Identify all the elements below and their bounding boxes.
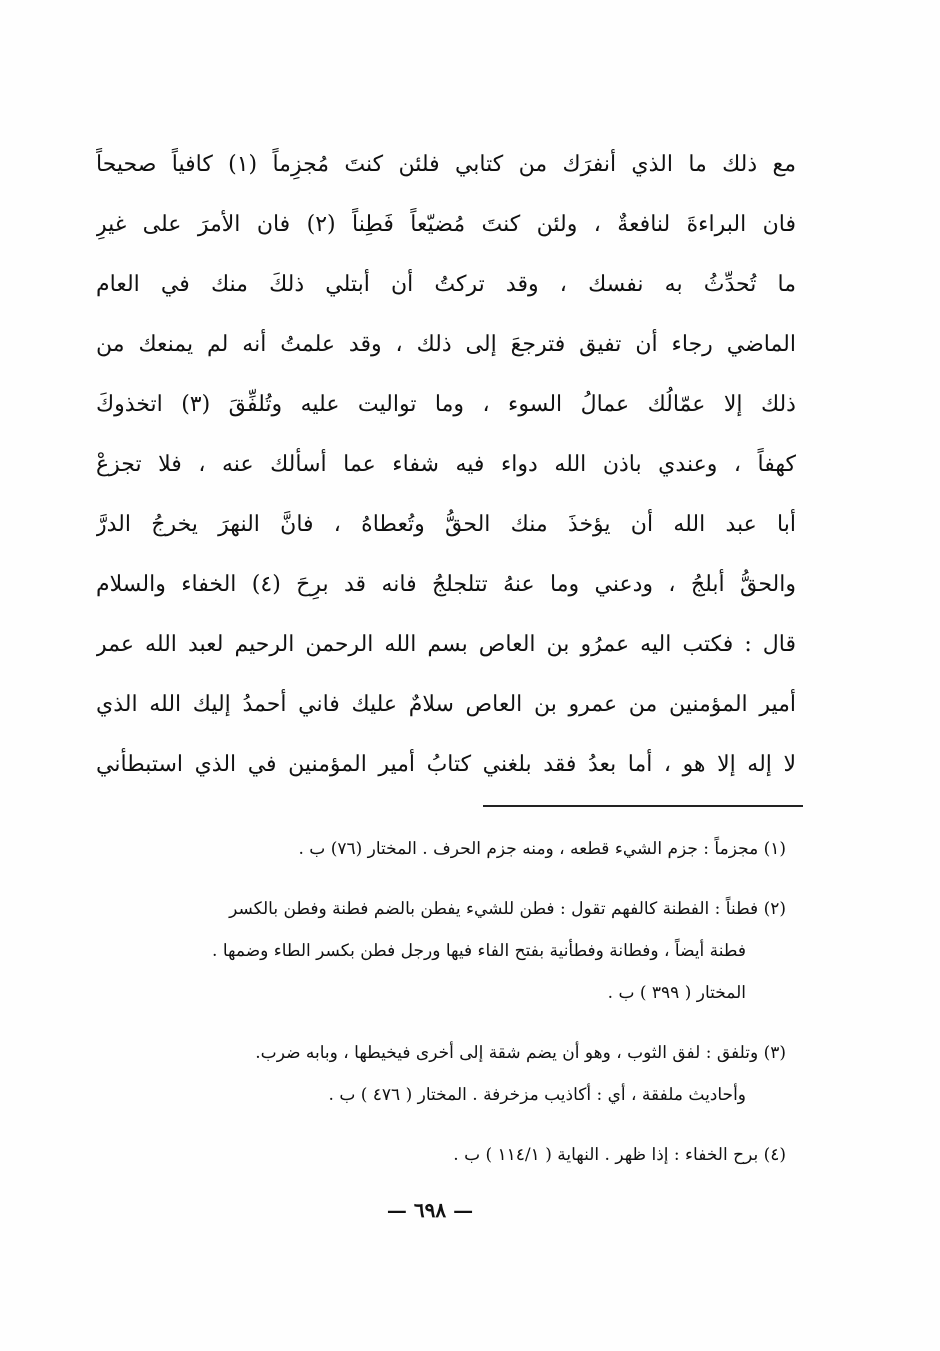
text-line: أمير المؤمنين من عمرو بن العاص سلامٌ عليك فاني أحمدُ إليك الله الذي	[96, 692, 796, 717]
footnote-1	[96, 828, 786, 870]
text-line: كهفاً ، وعندي باذن الله دواء فيه شفاء عما أسألك عنه ، فلا تجزعْ	[96, 452, 796, 477]
text-line: لا إله إلا هو ، أما بعدُ فقد بلغني كتابُ أمير المؤمنين في الذي استبطأني	[96, 752, 796, 777]
text-line: الماضي رجاء أن تفيق فترجعَ إلى ذلك ، وقد علمتُ أنه لم يمنعك من	[96, 332, 796, 357]
footnote-2	[96, 888, 786, 1014]
footnote-line: (٤) برح الخفاء : إذا ظهر . النهاية ( ١١٤/١ ) ب .	[453, 1145, 786, 1165]
footnote-line: (٣) وتلفق : لفق الثوب ، وهو أن يضم شقة إلى أخرى فيخيطها ، وبابه ضرب.	[255, 1043, 786, 1063]
text-line: أبا عبد الله أن يؤخذَ منك الحقُّ وتُعطاهُ ، فانَّ النهرَ يخرجُ الدرَّ	[96, 512, 796, 537]
footnote-3	[96, 1032, 786, 1116]
text-line: والحقُّ أبلجُ ، ودعني وما عنهُ تتلجلجُ فانه قد برِحَ (٤) الخفاء والسلام	[96, 572, 796, 597]
main-text	[96, 135, 796, 795]
text-line: قال : فكتب اليه عمرُو بن العاص بسم الله الرحمن الرحيم لعبد الله عمر	[96, 632, 796, 657]
footnote-4	[96, 1134, 786, 1176]
text-line: ذلك إلا عمّالُك عمالُ السوء ، وما تواليت عليه وتُلفِّقَ (٣) اتخذوكَ	[96, 392, 796, 417]
text-line: مع ذلك ما الذي أنفرَك من كتابي فلئن كنتَ مُجزِماً (١) كافياً صحيحاً	[96, 152, 796, 177]
footnote-line: (١) مجزماً : جزم الشيء قطعه ، ومنه جزم الحرف . المختار (٧٦) ب .	[298, 839, 786, 859]
footnote-line: وأحاديث ملفقة ، أي : أكاذيب مزخرفة . المختار ( ٤٧٦ ) ب .	[328, 1085, 746, 1105]
text-line: فان البراءةَ لنافعةٌ ، ولئن كنتَ مُضيّعاً فَطِناً (٢) فان الأمرَ على غيرِ	[96, 212, 796, 237]
footnote-line: (٢) فطناً : الفطنة كالفهم تقول : فطن للشيء يفطن بالضم فطنة وفطن بالكسر	[229, 899, 786, 919]
footnote-line: المختار ( ٣٩٩ ) ب .	[607, 983, 746, 1003]
footnote-separator	[483, 805, 803, 807]
footnote-line: فطنة أيضاً ، وفطانة وفطأنية بفتح الفاء فيها ورجل فطن بكسر الطاء وضمها .	[212, 941, 746, 961]
footnotes	[96, 828, 786, 1194]
page-number: — ٦٩٨ —	[386, 1198, 474, 1222]
text-line: ما تُحدِّثُ به نفسك ، وقد تركتُ أن أبتلي ذلكَ منك في العام	[96, 272, 796, 297]
